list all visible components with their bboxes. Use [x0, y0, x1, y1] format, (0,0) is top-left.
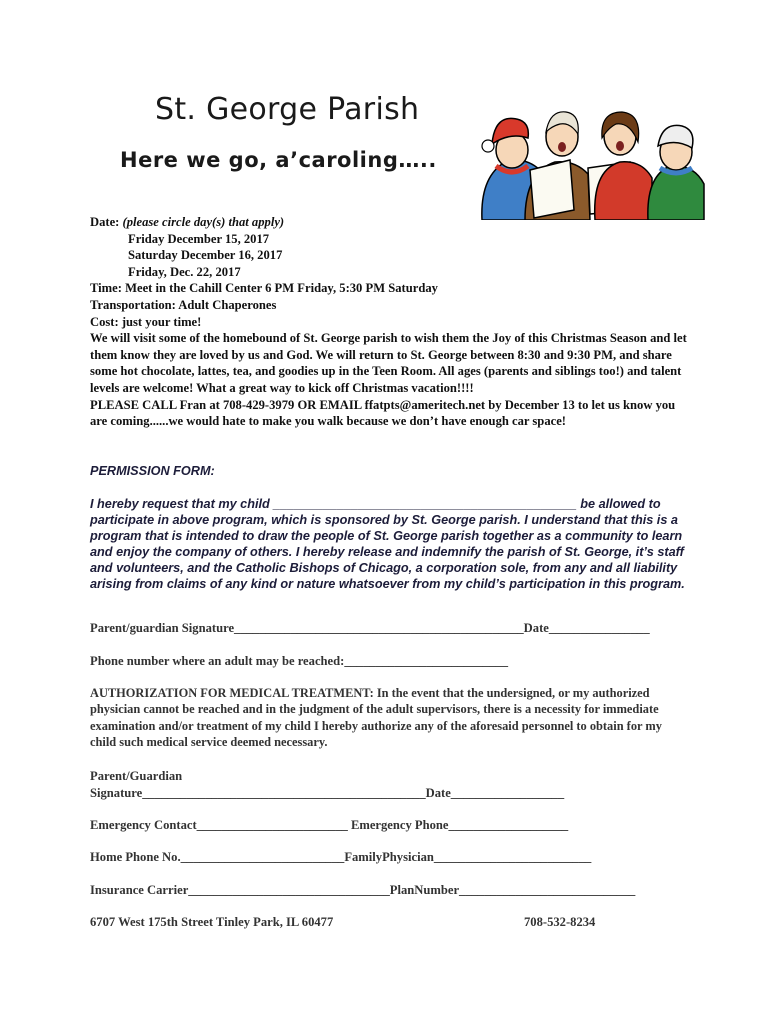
page-title: St. George Parish — [155, 92, 420, 127]
date-line — [90, 214, 690, 231]
home-phone-line[interactable]: Home Phone No.__________________________FamilyPhysician_________________________ — [90, 850, 592, 864]
parent-signature-line[interactable]: Parent/guardian Signature______________________________________________Date________________ — [90, 621, 650, 635]
page-subtitle: Here we go, a’caroling….. — [120, 148, 437, 172]
medical-authorization: AUTHORIZATION FOR MEDICAL TREATMENT: In the event that the undersigned, or my authorized physician cannot be reached and in the judgment of the adult supervisors, there is a necessity for immediate examination and/or treatment of my child I hereby authorize any of the aforesaid personnel to obtain for my child such medical service deemed necessary. — [90, 686, 662, 750]
permission-body: I hereby request that my child ___________________________________________ be allowed to participate in above program, which is sponsored by St. George parish. I understand that this is a program that is intended to draw the people of St. George parish together as a community to learn and enjoy the company of others. I hereby release and indemnify the parish of St. George, it’s staff and volunteers, and the Catholic Bishops of Chicago, a corporation sole, from any and all liability arising from claims of any kind or nature whatsoever from my child’s participation in this program. — [90, 497, 685, 591]
insurance-line[interactable]: Insurance Carrier________________________________PlanNumber____________________________ — [90, 883, 636, 897]
guardian-signature-label: Parent/Guardian — [90, 769, 183, 783]
transportation-line: Transportation: Adult Chaperones — [90, 297, 277, 312]
parish-phone: 708-532-8234 — [524, 915, 596, 929]
adult-phone-line[interactable]: Phone number where an adult may be reached:__________________________ — [90, 654, 509, 668]
cost-line: Cost: just your time! — [90, 314, 202, 329]
date-option: Friday, Dec. 22, 2017 — [128, 264, 241, 279]
contact-instructions: PLEASE CALL Fran at 708-429-3979 OR EMAIL ffatpts@ameritech.net by December 13 to let us know you are coming......we would hate to make you walk because we don’t have enough car space! — [90, 397, 676, 429]
date-note: (please circle day(s) that apply) — [122, 215, 285, 229]
date-option: Saturday December 16, 2017 — [128, 248, 283, 263]
date-label: Date: — [90, 215, 120, 229]
parish-address: 6707 West 175th Street Tinley Park, IL 60477 — [90, 915, 334, 929]
date-option: Friday December 15, 2017 — [128, 231, 270, 246]
permission-form — [90, 463, 690, 592]
guardian-signature-block[interactable] — [90, 768, 690, 802]
guardian-signature-line[interactable]: Signature_____________________________________________Date__________________ — [90, 786, 565, 800]
event-info — [90, 214, 690, 430]
event-description: We will visit some of the homebound of St. George parish to wish them the Joy of this Christmas Season and let them know they are loved by us and God. We will return to St. George between 8:30 and 9:30 PM, and share some hot chocolate, lattes, tea, and goodies up in the Teen Room. All ages (parents and siblings too!) and talent levels are welcome! What a great way to kick off Christmas vacation!!!! — [90, 331, 687, 395]
time-line: Time: Meet in the Cahill Center 6 PM Friday, 5:30 PM Saturday — [90, 281, 438, 296]
emergency-contact-line[interactable]: Emergency Contact________________________ Emergency Phone___________________ — [90, 818, 569, 832]
permission-heading: PERMISSION FORM: — [90, 464, 215, 478]
carolers-illustration — [470, 92, 706, 220]
